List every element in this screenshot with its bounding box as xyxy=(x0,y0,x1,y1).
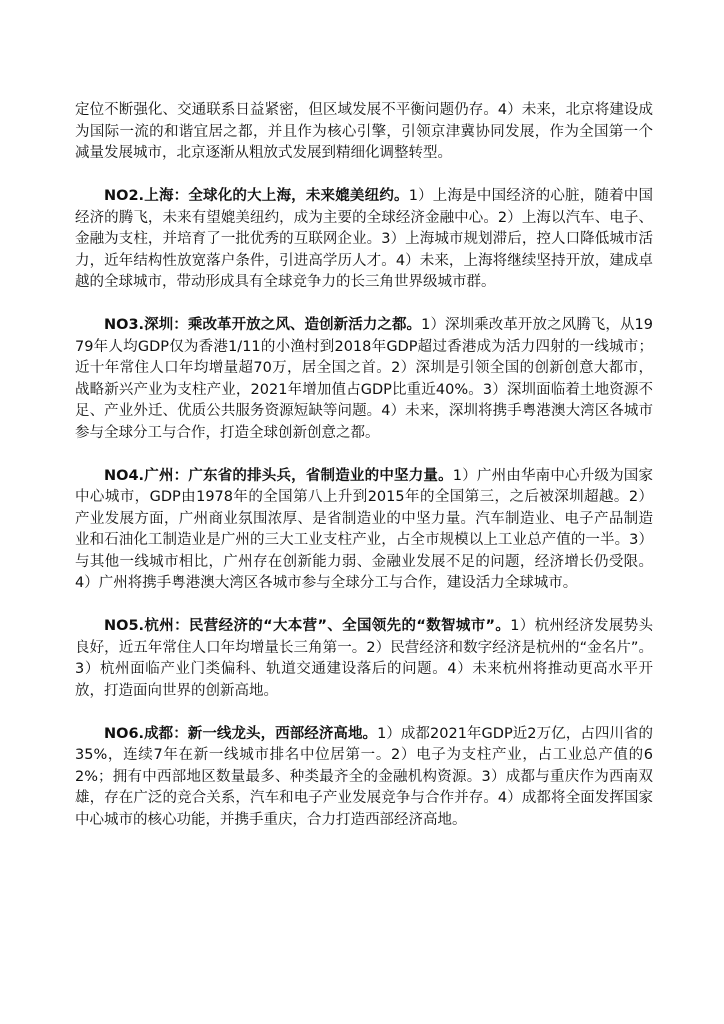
document-page xyxy=(75,100,653,831)
section-heading: NO5.杭州：民营经济的“大本营”、全国领先的“数智城市”。 xyxy=(104,618,511,634)
section-shenzhen xyxy=(75,315,653,444)
section-heading: NO3.深圳：乘改革开放之风、造创新活力之都。 xyxy=(104,317,422,333)
section-heading: NO2.上海：全球化的大上海，未来媲美纽约。 xyxy=(104,188,409,204)
section-body: 1）广州由华南中心升级为国家中心城市，GDP由1978年的全国第八上升到2015年的全国第三，之后被深圳超越。2）产业发展方面，广州商业氛围浓厚、是省制造业的中坚力量。汽车制造业、电子产品制造业和石油化工制造业是广州的三大工业支柱产业，占全市规模以上工业总产值的一半。3）与其他一线城市相比，广州存在创新能力弱、金融业发展不足的问题，经济增长仍受限。4）广州将携手粤港澳大湾区各城市参与全球分工与合作，建设活力全球城市。 xyxy=(75,467,653,591)
section-heading: NO4.广州：广东省的排头兵，省制造业的中坚力量。 xyxy=(104,467,453,484)
section-body: 1）成都2021年GDP近2万亿，占四川省的35%，连续7年在新一线城市排名中位居第一。2）电子为支柱产业，占工业总产值的62%；拥有中西部地区数量最多、种类最齐全的金融机构资源。3）成都与重庆作为西南双雄，存在广泛的竞合关系，汽车和电子产业发展竞争与合作并存。4）成都将全面发挥国家中心城市的核心功能，并携手重庆，合力打造西部经济高地。 xyxy=(75,725,653,828)
section-chengdu xyxy=(75,724,653,832)
section-hangzhou xyxy=(75,616,653,702)
section-body: 1）上海是中国经济的心脏，随着中国经济的腾飞，未来有望媲美纽约，成为主要的全球经济金融中心。2）上海以汽车、电子、金融为支柱，并培育了一批优秀的互联网企业。3）上海城市规划滞后，控人口降低城市活力，近年结构性放宽落户条件，引进高学历人才。4）未来，上海将继续坚持开放，建成卓越的全球城市，带动形成具有全球竞争力的长三角世界级城市群。 xyxy=(75,188,653,290)
section-guangzhou xyxy=(75,466,653,595)
section-shanghai xyxy=(75,186,653,294)
section-body: 1）深圳乘改革开放之风腾飞，从1979年人均GDP仅为香港1/11的小渔村到2018年GDP超过香港成为活力四射的一线城市；近十年常住人口年均增量超70万，居全国之首。2）深圳是引领全国的创新创意大都市，战略新兴产业为支柱产业，2021年增加值占GDP比重近40%。3）深圳面临着土地资源不足、产业外迁、优质公共服务资源短缺等问题。4）未来，深圳将携手粤港澳大湾区各城市参与全球分工与合作，打造全球创新创意之都。 xyxy=(75,317,653,441)
intro-paragraph: 定位不断强化、交通联系日益紧密，但区域发展不平衡问题仍存。4）未来，北京将建设成为国际一流的和谐宜居之都，并且作为核心引擎，引领京津冀协同发展，作为全国第一个减量发展城市，北京逐渐从粗放式发展到精细化调整转型。 xyxy=(75,102,653,161)
section-heading: NO6.成都：新一线龙头，西部经济高地。 xyxy=(104,725,378,742)
section-body: 1）杭州经济发展势头良好，近五年常住人口年均增量长三角第一。2）民营经济和数字经济是杭州的“金名片”。3）杭州面临产业门类偏科、轨道交通建设落后的问题。4）未来杭州将推动更高水平开放，打造面向世界的创新高地。 xyxy=(75,618,653,699)
